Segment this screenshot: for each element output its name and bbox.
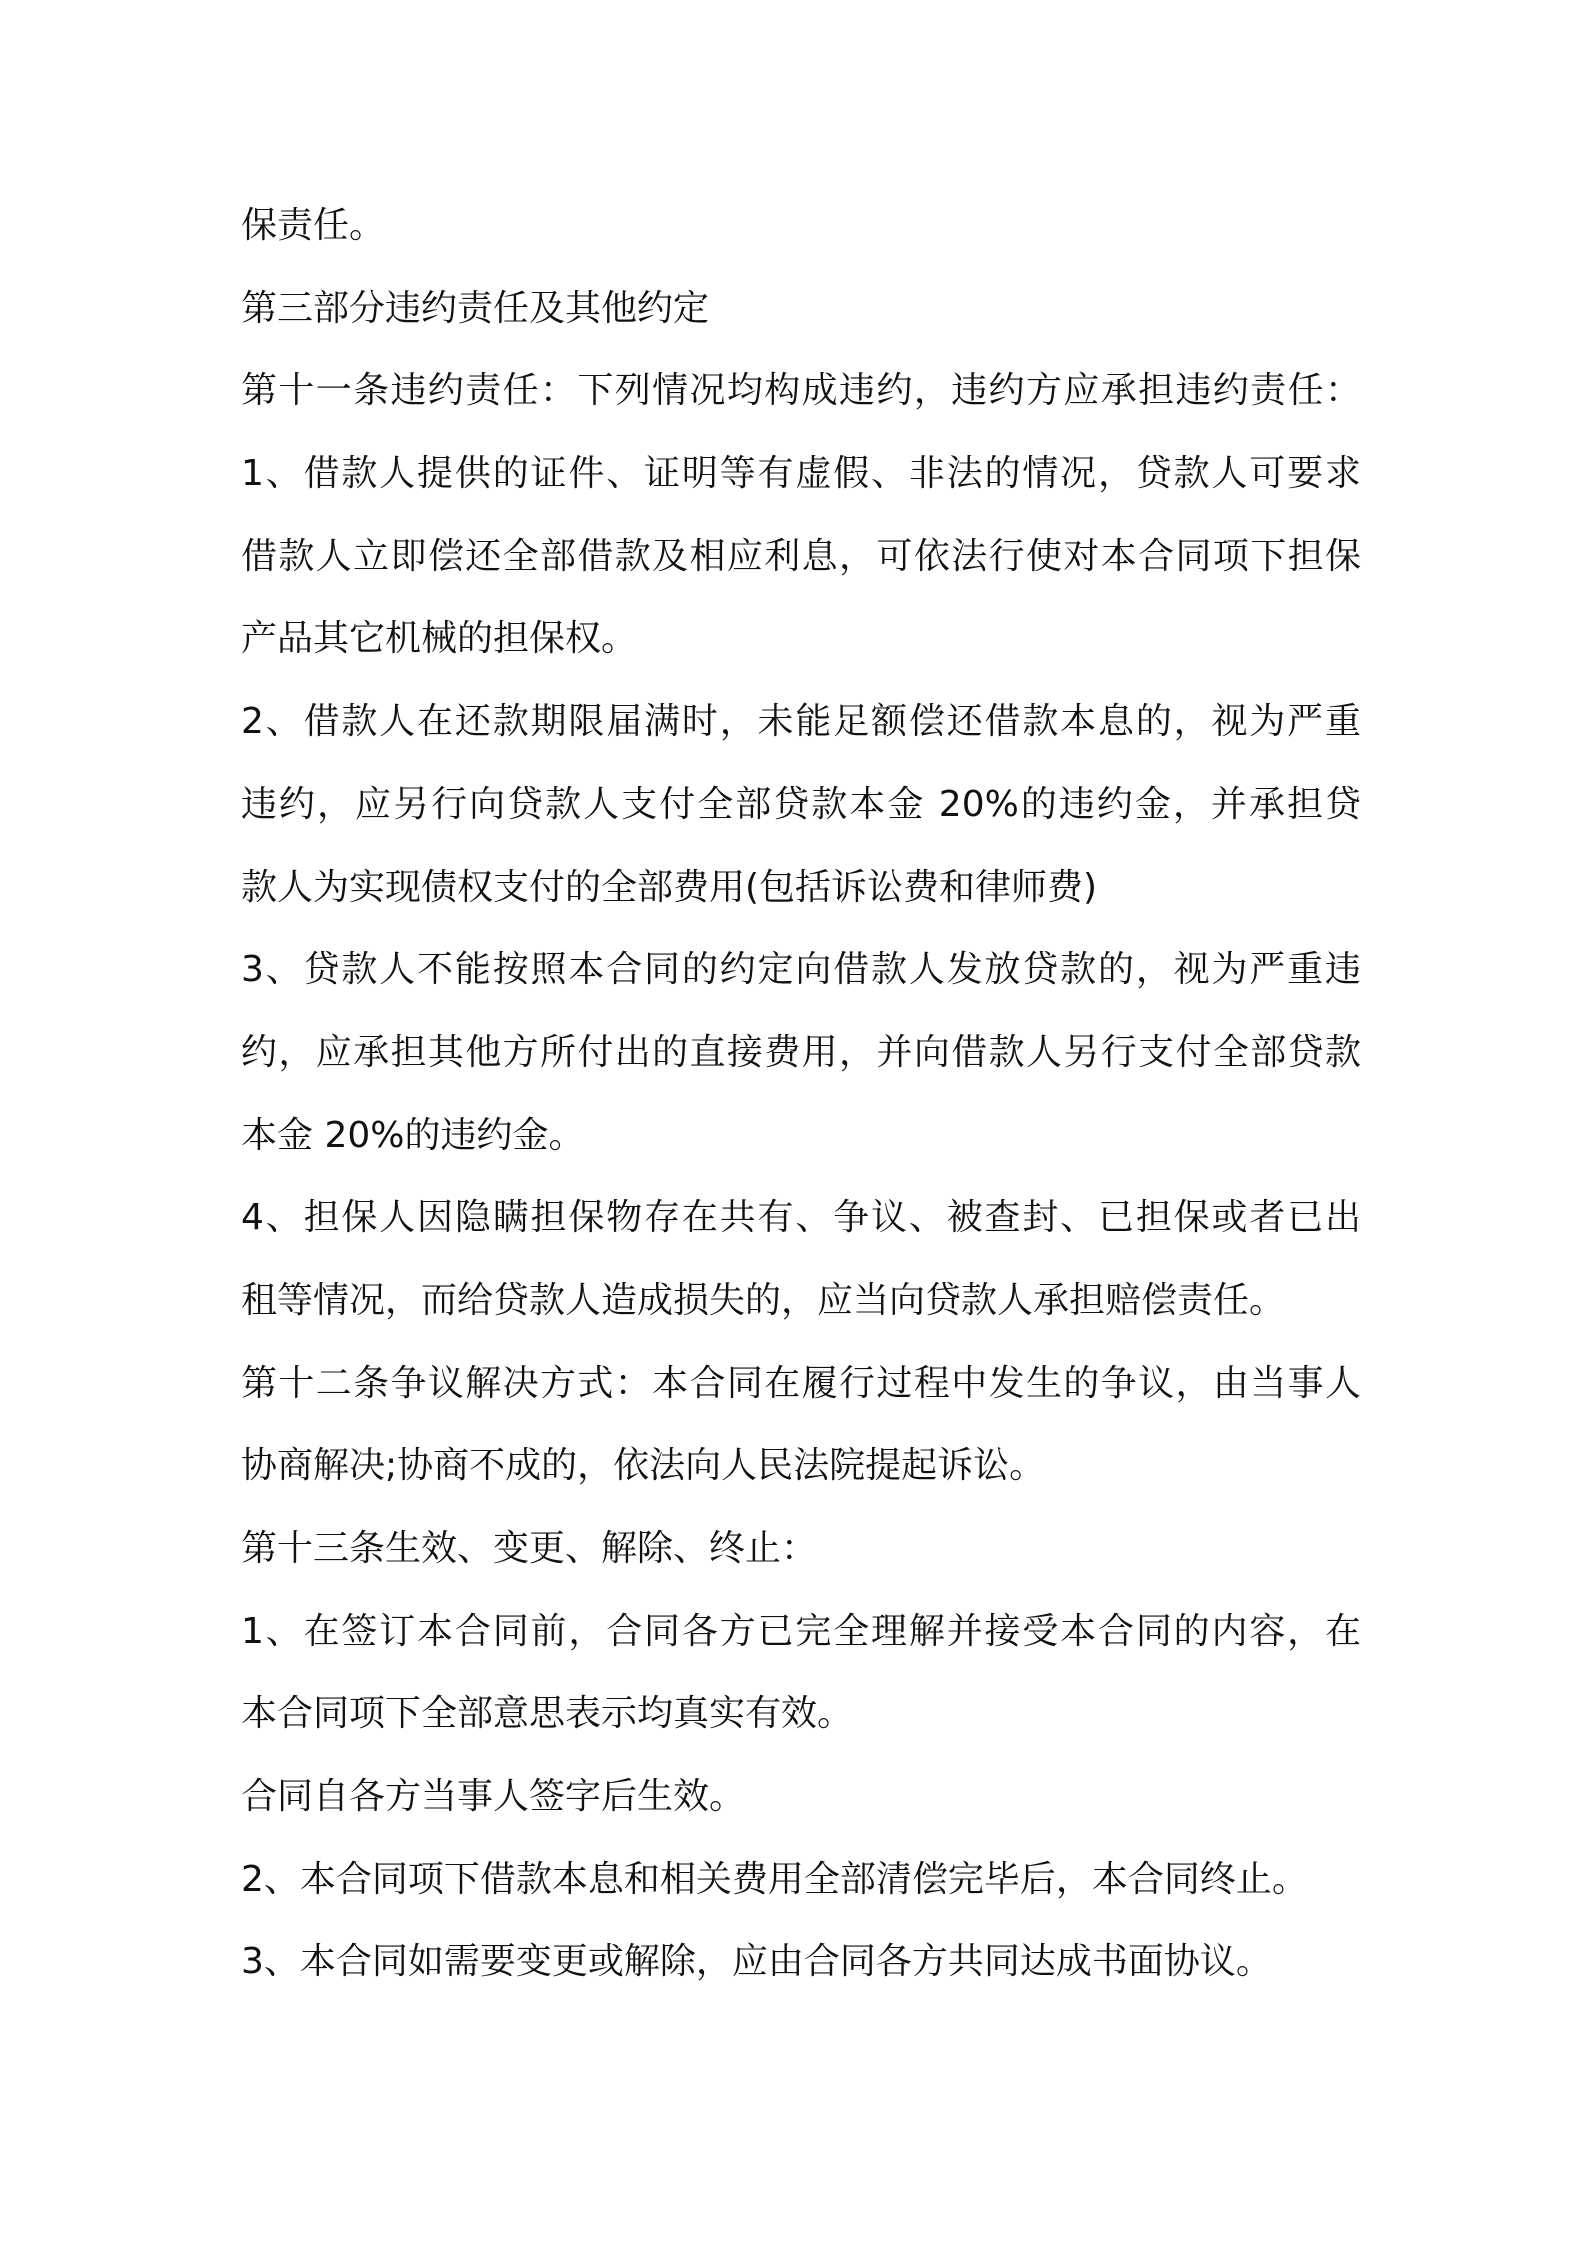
text-line: 租等情况，而给贷款人造成损失的，应当向贷款人承担赔偿责任。 xyxy=(241,1279,1286,1321)
article-heading: 第十一条违约责任：下列情况均构成违约，违约方应承担违约责任： xyxy=(241,370,1361,412)
text-line: 协商解决;协商不成的，依法向人民法院提起诉讼。 xyxy=(241,1445,1046,1487)
text-line: 3、本合同如需要变更或解除，应由合同各方共同达成书面协议。 xyxy=(241,1941,1272,1983)
text-line: 本合同项下全部意思表示均真实有效。 xyxy=(241,1693,854,1735)
text-line: 款人为实现债权支付的全部费用(包括诉讼费和律师费) xyxy=(241,866,1098,908)
text-line: 本金 20%的违约金。 xyxy=(241,1114,585,1156)
text-line: 2、本合同项下借款本息和相关费用全部清偿完毕后，本合同终止。 xyxy=(241,1858,1308,1900)
text-line: 1、借款人提供的证件、证明等有虚假、非法的情况，贷款人可要求 xyxy=(241,453,1361,495)
text-line: 合同自各方当事人签字后生效。 xyxy=(241,1776,746,1818)
article-heading: 第十三条生效、变更、解除、终止： xyxy=(241,1528,818,1569)
text-line: 约，应承担其他方所付出的直接费用，并向借款人另行支付全部贷款 xyxy=(241,1031,1361,1073)
text-line: 4、担保人因隐瞒担保物存在共有、争议、被查封、已担保或者已出 xyxy=(241,1197,1361,1239)
contract-page xyxy=(241,185,1361,2004)
text-line: 2、借款人在还款期限届满时，未能足额偿还借款本息的，视为严重 xyxy=(241,701,1361,743)
section-heading: 第三部分违约责任及其他约定 xyxy=(241,287,710,329)
text-line: 违约，应另行向贷款人支付全部贷款本金 20%的违约金，并承担贷 xyxy=(241,783,1361,825)
article-heading: 第十二条争议解决方式：本合同在履行过程中发生的争议，由当事人 xyxy=(241,1362,1361,1404)
text-line: 1、在签订本合同前，合同各方已完全理解并接受本合同的内容，在 xyxy=(241,1610,1361,1652)
text-line: 保责任。 xyxy=(241,205,386,246)
text-line: 3、贷款人不能按照本合同的约定向借款人发放贷款的，视为严重违 xyxy=(241,949,1361,991)
text-line: 借款人立即偿还全部借款及相应利息，可依法行使对本合同项下担保 xyxy=(241,535,1361,577)
text-line: 产品其它机械的担保权。 xyxy=(241,618,638,660)
